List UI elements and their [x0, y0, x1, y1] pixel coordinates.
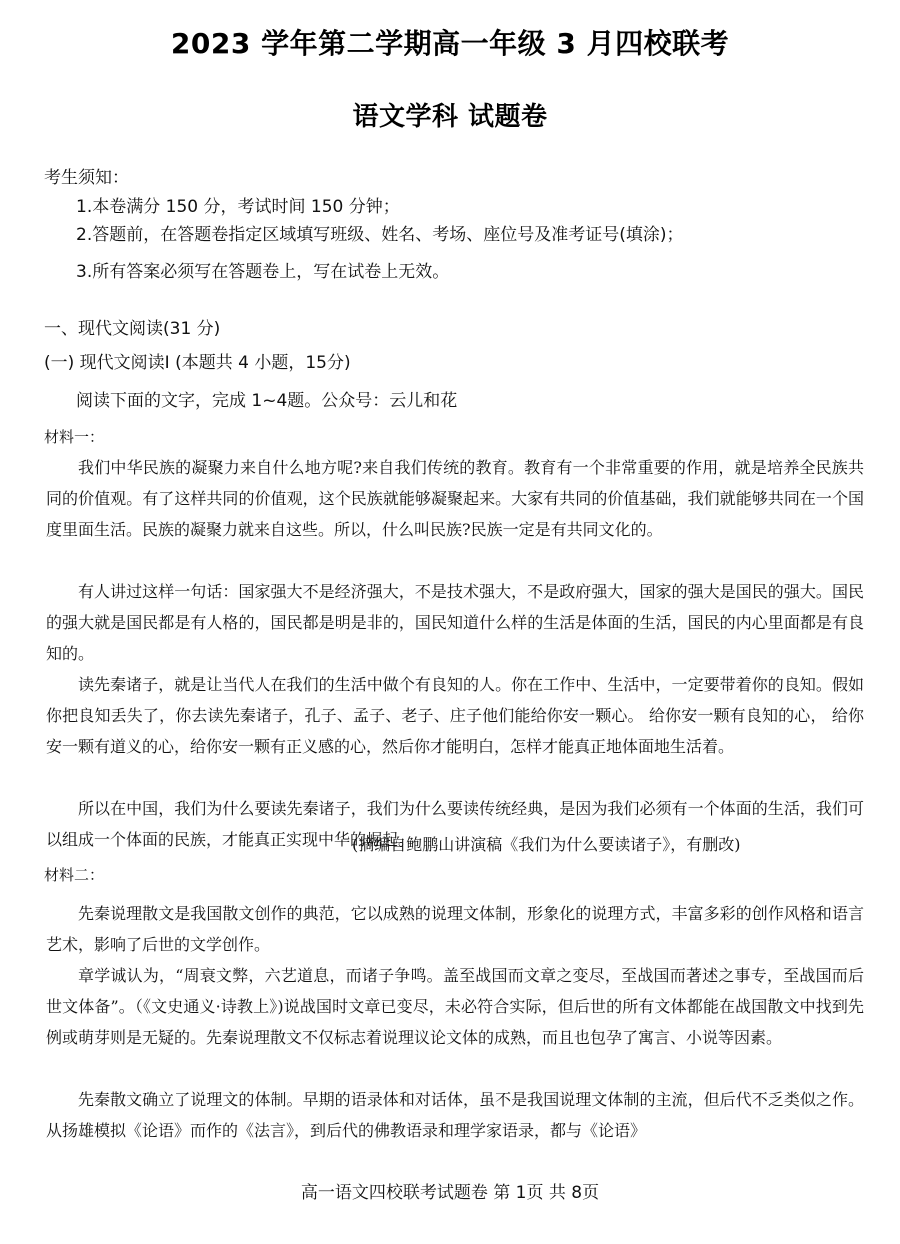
- material-2-paragraph-3: 先秦散文确立了说理文的体制。早期的语录体和对话体，虽不是我国说理文体制的主流，但后代不乏类似之作。从扬雄模拟《论语》而作的《法言》，到后代的佛教语录和理学家语录，都与《论语》: [46, 1090, 864, 1140]
- notice-item-2: 2.答题前，在答题卷指定区域填写班级、姓名、考场、座位号及准考证号(填涂)；: [76, 225, 684, 245]
- material-1-label: 材料一：: [44, 428, 105, 446]
- material-2-label: 材料二：: [44, 866, 105, 884]
- page-footer: 高一语文四校联考试题卷 第 1页 共 8页: [300, 1183, 600, 1203]
- material-1-paragraph-1: 我们中华民族的凝聚力来自什么地方呢?来自我们传统的教育。教育有一个非常重要的作用，就是培养全民族共同的价值观。有了这样共同的价值观，这个民族就能够凝聚起来。大家有共同的价值基础，我们就能够共同在一个国度里面生活。民族的凝聚力就来自这些。所以，什么叫民族?民族一定是有共同文化的。: [46, 458, 864, 539]
- exam-title: 2023 学年第二学期高一年级 3 月四校联考: [170, 27, 730, 60]
- material-1-paragraph-2: 有人讲过这样一句话：国家强大不是经济强大，不是技术强大，不是政府强大，国家的强大是国民的强大。国民的强大就是国民都是有人格的，国民都是明是非的，国民知道什么样的生活是体面的生活，国民的内心里面都是有良知的。: [46, 582, 864, 663]
- reading-instruction: 阅读下面的文字，完成 1~4题。公众号：云儿和花: [76, 391, 458, 411]
- exam-subtitle: 语文学科 试题卷: [352, 102, 548, 132]
- notice-heading: 考生须知：: [44, 168, 129, 188]
- notice-item-3: 3.所有答案必须写在答题卷上，写在试卷上无效。: [76, 262, 450, 282]
- section-subheading: (一) 现代文阅读Ⅰ (本题共 4 小题，15分): [44, 353, 351, 373]
- material-1-source: (摘编自鲍鹏山讲演稿《我们为什么要读诸子》，有删改): [352, 835, 741, 854]
- section-heading: 一、现代文阅读(31 分): [44, 319, 221, 339]
- material-2-paragraph-2: 章学诚认为，“周衰文弊，六艺道息，而诸子争鸣。盖至战国而文章之变尽，至战国而著述之事专，至战国而后世文体备”。（《文史通义·诗教上》)说战国时文章已变尽，未必符合实际，但后世的所有文体都能在战国散文中找到先例或萌芽则是无疑的。先秦说理散文不仅标志着说理议论文体的成熟，而且也包孕了寓言、小说等因素。: [46, 966, 864, 1047]
- material-1-paragraph-3: 读先秦诸子，就是让当代人在我们的生活中做个有良知的人。你在工作中、生活中，一定要带着你的良知。假如你把良知丢失了，你去读先秦诸子，孔子、孟子、老子、庄子他们能给你安一颗心。 给你安一颗有良知的心， 给你安一颗有道义的心，给你安一颗有正义感的心，然后你才能明白，怎样才能真正地体面地生活着。: [46, 675, 864, 756]
- material-2-paragraph-1: 先秦说理散文是我国散文创作的典范，它以成熟的说理文体制，形象化的说理方式，丰富多彩的创作风格和语言艺术，影响了后世的文学创作。: [46, 904, 864, 954]
- material-1-paragraph-4: 所以在中国，我们为什么要读先秦诸子，我们为什么要读传统经典，是因为我们必须有一个体面的生活，我们可以组成一个体面的民族，才能真正实现中华的崛起。: [46, 799, 864, 849]
- notice-item-1: 1.本卷满分 150 分，考试时间 150 分钟；: [76, 197, 400, 217]
